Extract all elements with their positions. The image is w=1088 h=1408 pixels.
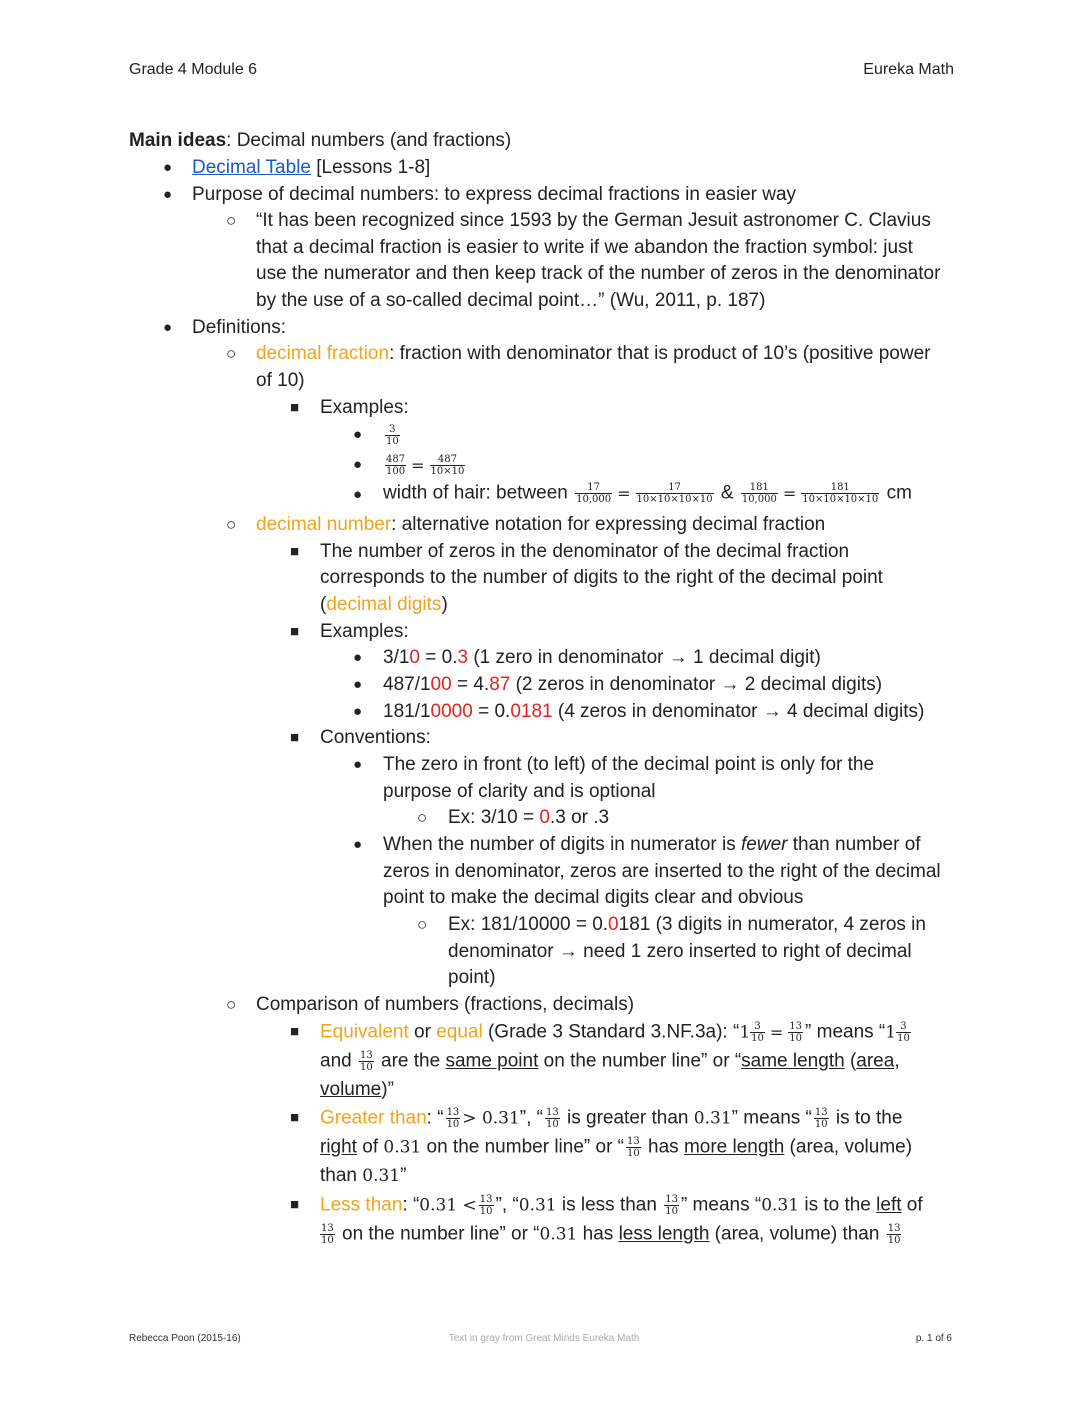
denominator: 10×10×10×10 <box>802 494 879 505</box>
text: than number of <box>787 834 921 855</box>
zeros-rule-line: corresponds to the number of digits to the right of the decimal point <box>320 567 883 588</box>
greater-than-term: Greater than <box>320 1107 427 1129</box>
bullet-square: ■ <box>290 1109 300 1126</box>
bullet-ring: ○ <box>417 915 428 934</box>
comparison-heading: Comparison of numbers (fractions, decimals) <box>256 994 635 1015</box>
convention-example: point) <box>448 967 496 988</box>
convention-example <box>448 807 609 829</box>
text: and <box>320 1050 352 1072</box>
left: left <box>876 1194 902 1216</box>
text: on the number line” or “ <box>538 1050 742 1072</box>
numerator: 3 <box>754 1021 761 1032</box>
main-ideas-text: : Decimal numbers (and fractions) <box>226 130 512 151</box>
examples-label: Examples: <box>320 621 409 642</box>
denominator: 10 <box>751 1033 764 1044</box>
text: )” <box>381 1079 394 1100</box>
quote-line: “It has been recognized since 1593 by the German Jesuit astronomer C. Clavius <box>256 210 931 231</box>
decimal-fraction-def: : fraction with denominator that is product of 10’s (positive power <box>389 343 931 364</box>
denominator: 10 <box>321 1235 334 1246</box>
text: (4 zeros in denominator → 4 decimal digits) <box>552 701 925 722</box>
text: has <box>642 1136 684 1158</box>
header-source: Eureka Math <box>863 61 954 78</box>
bullet-dot: ● <box>353 649 363 666</box>
text: .3 or .3 <box>549 807 610 828</box>
text: = 4. <box>451 674 490 695</box>
bullet-square: ■ <box>290 399 300 416</box>
math-value: 0.31 <box>539 1224 578 1245</box>
bullet-dot: ● <box>353 676 363 693</box>
math-value: 0.31 <box>693 1108 732 1129</box>
text: ( <box>844 1050 857 1072</box>
denominator: 10×10 <box>430 466 465 477</box>
bullet-square: ■ <box>290 1196 300 1213</box>
text: of <box>356 1136 384 1158</box>
convention-text <box>383 834 921 856</box>
highlight: 0 <box>409 647 420 668</box>
math-expr: 0.31 < <box>419 1195 477 1216</box>
highlight: 0 <box>539 807 550 828</box>
denominator: 10×10×10×10 <box>636 494 713 505</box>
text: is less than <box>556 1194 663 1216</box>
text: , <box>894 1050 900 1072</box>
text: = 0. <box>472 701 511 722</box>
text: ” means “ <box>731 1107 812 1129</box>
bullet-dot: ● <box>353 456 363 473</box>
whole-number: 1 <box>885 1022 897 1043</box>
text: is to the <box>830 1107 903 1129</box>
less-than-term: Less than <box>320 1194 403 1216</box>
text: 181/1 <box>383 701 431 722</box>
text: (1 zero in denominator → 1 decimal digit) <box>468 647 821 668</box>
text: (2 zeros in denominator → 2 decimal digits) <box>510 674 883 695</box>
example-hair-width: width of hair: between $\frac{17}{10,000}$ = $\frac{17}{10\times 10\times 10\times 10}$ & $\frac{181}{10,000}$ = $\frac{181}{10\times 10\times 10\times 10}$ cm <box>383 482 912 505</box>
equivalent-line <box>320 1021 913 1044</box>
text: or <box>408 1021 437 1043</box>
text: on the number line” or “ <box>421 1136 624 1158</box>
bullet-dot: ● <box>163 159 173 176</box>
denominator: 10 <box>897 1033 910 1044</box>
numerator: 487 <box>437 454 457 465</box>
footer-note: Text in gray from Great Minds Eureka Math <box>448 1333 640 1344</box>
text: (Grade 3 Standard 3.NF.3a): “ <box>482 1021 740 1043</box>
same-point: same point <box>445 1050 539 1072</box>
paren-close: ) <box>441 594 448 615</box>
unit-cm: cm <box>886 482 912 504</box>
bullet-square: ■ <box>290 623 300 640</box>
equals-sign: = <box>411 455 425 475</box>
less-length: less length <box>618 1223 710 1245</box>
bullet-square: ■ <box>290 729 300 746</box>
ampersand: & <box>720 482 734 504</box>
decimal-number-def: : alternative notation for expressing decimal fraction <box>391 514 826 535</box>
numerator: 13 <box>359 1050 373 1061</box>
equals-sign: = <box>769 1022 784 1042</box>
numerator: 17 <box>587 482 600 493</box>
less-than-line <box>320 1223 903 1246</box>
hair-prefix: width of hair: between <box>383 482 568 504</box>
examples-label: Examples: <box>320 397 409 418</box>
equal-term: equal <box>436 1021 483 1043</box>
decimal-fraction-definition <box>256 343 931 365</box>
text: is greater than <box>561 1107 694 1129</box>
decimal-digits-line <box>320 594 448 616</box>
area: area <box>856 1050 895 1072</box>
text: on the number line” or “ <box>336 1223 540 1245</box>
zeros-rule-line: The number of zeros in the denominator of the decimal fraction <box>320 541 850 562</box>
numerator: 13 <box>546 1107 559 1118</box>
bullet-ring: ○ <box>226 344 237 363</box>
convention-text: purpose of clarity and is optional <box>383 781 656 802</box>
bullet-dot: ● <box>163 186 173 203</box>
paren-open: ( <box>320 594 327 615</box>
equivalent-line <box>320 1079 394 1101</box>
bullet-square: ■ <box>290 1023 300 1040</box>
decimal-table-line <box>192 157 430 179</box>
bullet-ring: ○ <box>226 995 237 1014</box>
text: : “ <box>426 1107 444 1129</box>
bullet-ring: ○ <box>226 515 237 534</box>
quote-line: that a decimal fraction is easier to write if we abandon the fraction symbol: just <box>256 237 913 258</box>
header-title: Grade 4 Module 6 <box>129 61 258 78</box>
example-fraction-487-100 <box>383 454 467 477</box>
convention-text: zeros in denominator, zeros are inserted to the right of the decimal <box>383 861 941 882</box>
bullet-ring: ○ <box>226 211 237 230</box>
text: ”, “ <box>519 1107 544 1129</box>
highlight: 00 <box>430 674 452 695</box>
greater-than-line <box>320 1107 902 1130</box>
text: 3/1 <box>383 647 410 668</box>
denominator: 10 <box>386 436 399 447</box>
equivalent-line <box>320 1050 900 1073</box>
bullet-dot: ● <box>353 836 363 853</box>
page-number: p. 1 of 6 <box>915 1333 952 1344</box>
numerator: 13 <box>446 1107 460 1118</box>
decimal-digits-term: decimal digits <box>326 594 442 615</box>
denominator: 10 <box>359 1062 373 1073</box>
numerator: 13 <box>479 1194 493 1205</box>
decimal-table-link[interactable]: Decimal Table <box>192 157 311 178</box>
decimal-example <box>383 701 924 723</box>
text: are the <box>375 1050 446 1072</box>
decimal-number-definition <box>256 514 825 536</box>
denominator: 10 <box>627 1148 640 1159</box>
text: (area, volume) <box>784 1136 913 1158</box>
bullet-dot: ● <box>353 756 363 773</box>
numerator: 13 <box>789 1021 803 1032</box>
decimal-example <box>383 647 821 669</box>
denominator: 10 <box>887 1235 901 1246</box>
quote-line: by the use of a so-called decimal point…” (Wu, 2011, p. 187) <box>256 290 766 311</box>
right: right <box>320 1136 357 1158</box>
highlight: 87 <box>489 674 511 695</box>
convention-example: denominator → need 1 zero inserted to right of decimal <box>448 941 912 962</box>
denominator: 10 <box>665 1206 678 1217</box>
numerator: 181 <box>830 482 850 493</box>
decimal-example <box>383 674 882 696</box>
text: ” means “ <box>680 1194 762 1216</box>
example-fraction-3-10 <box>383 424 402 447</box>
whole-number: 1 <box>739 1022 751 1043</box>
equivalent-term: Equivalent <box>320 1021 409 1043</box>
emphasis: fewer <box>741 834 788 855</box>
bullet-dot: ● <box>353 703 363 720</box>
less-than-line <box>320 1194 923 1217</box>
denominator: 10 <box>446 1119 460 1130</box>
text: (area, volume) than <box>709 1223 880 1245</box>
same-length: same length <box>741 1050 845 1072</box>
numerator: 487 <box>386 454 406 465</box>
numerator: 13 <box>321 1223 334 1234</box>
text: is to the <box>799 1194 877 1216</box>
math-value: 0.31 <box>518 1195 557 1216</box>
numerator: 13 <box>627 1136 640 1147</box>
purpose-text: Purpose of decimal numbers: to express decimal fractions in easier way <box>192 184 797 205</box>
text: ” <box>400 1165 407 1186</box>
quote-line: use the numerator and then keep track of the number of zeros in the denominator <box>256 263 941 284</box>
denominator: 10,000 <box>576 494 612 505</box>
denominator: 10 <box>814 1119 828 1130</box>
bullet-dot: ● <box>353 426 363 443</box>
numerator: 181 <box>749 482 769 493</box>
text: 181 (3 digits in numerator, 4 zeros in <box>618 914 926 935</box>
more-length: more length <box>683 1136 785 1158</box>
convention-text: The zero in front (to left) of the decimal point is only for the <box>383 754 875 775</box>
denominator: 10 <box>479 1206 493 1217</box>
text: ” means “ <box>805 1021 886 1043</box>
convention-example <box>448 914 926 936</box>
denominator: 10 <box>546 1119 559 1130</box>
text: of <box>901 1194 923 1216</box>
text: Ex: 181/10000 = 0. <box>448 914 609 935</box>
bullet-ring: ○ <box>417 808 428 827</box>
main-ideas-line <box>129 130 511 152</box>
text: = 0. <box>420 647 458 668</box>
numerator: 3 <box>389 424 396 435</box>
denominator: 10,000 <box>741 494 777 505</box>
numerator: 13 <box>814 1107 828 1118</box>
text: 487/1 <box>383 674 431 695</box>
text: has <box>577 1223 619 1245</box>
decimal-fraction-term: decimal fraction <box>256 343 390 364</box>
main-ideas-label: Main ideas <box>129 130 227 151</box>
numerator: 13 <box>887 1223 901 1234</box>
numerator: 3 <box>900 1021 907 1032</box>
text: When the number of digits in numerator is <box>383 834 742 855</box>
text: Ex: 3/10 = <box>448 807 540 828</box>
decimal-fraction-def-cont: of 10) <box>256 370 305 391</box>
decimal-number-term: decimal number <box>256 514 392 535</box>
highlight: 3 <box>457 647 469 668</box>
text: than <box>320 1165 363 1186</box>
bullet-dot: ● <box>353 486 363 503</box>
denominator: 100 <box>386 466 406 477</box>
math-value: 0.31 <box>761 1195 800 1216</box>
highlight: 0 <box>608 914 619 935</box>
footer-author: Rebecca Poon (2015-16) <box>129 1333 241 1344</box>
bullet-square: ■ <box>290 543 300 560</box>
denominator: 10 <box>789 1033 803 1044</box>
conventions-label: Conventions: <box>320 727 431 748</box>
greater-than-line <box>320 1165 406 1187</box>
numerator: 17 <box>668 482 681 493</box>
math-value: 0.31 <box>362 1166 401 1186</box>
text: ”, “ <box>495 1194 519 1216</box>
numerator: 13 <box>665 1194 678 1205</box>
text: : “ <box>402 1194 420 1216</box>
bullet-dot: ● <box>163 319 173 336</box>
lessons-range: [Lessons 1-8] <box>310 157 431 178</box>
volume: volume <box>320 1079 382 1100</box>
math-expr: > 0.31 <box>462 1108 520 1129</box>
definitions-heading: Definitions: <box>192 317 286 338</box>
convention-text: point to make the decimal digits clear and obvious <box>383 887 804 908</box>
highlight: 0000 <box>430 701 473 722</box>
math-value: 0.31 <box>383 1137 422 1158</box>
highlight: 0181 <box>510 701 553 722</box>
greater-than-line <box>320 1136 912 1159</box>
